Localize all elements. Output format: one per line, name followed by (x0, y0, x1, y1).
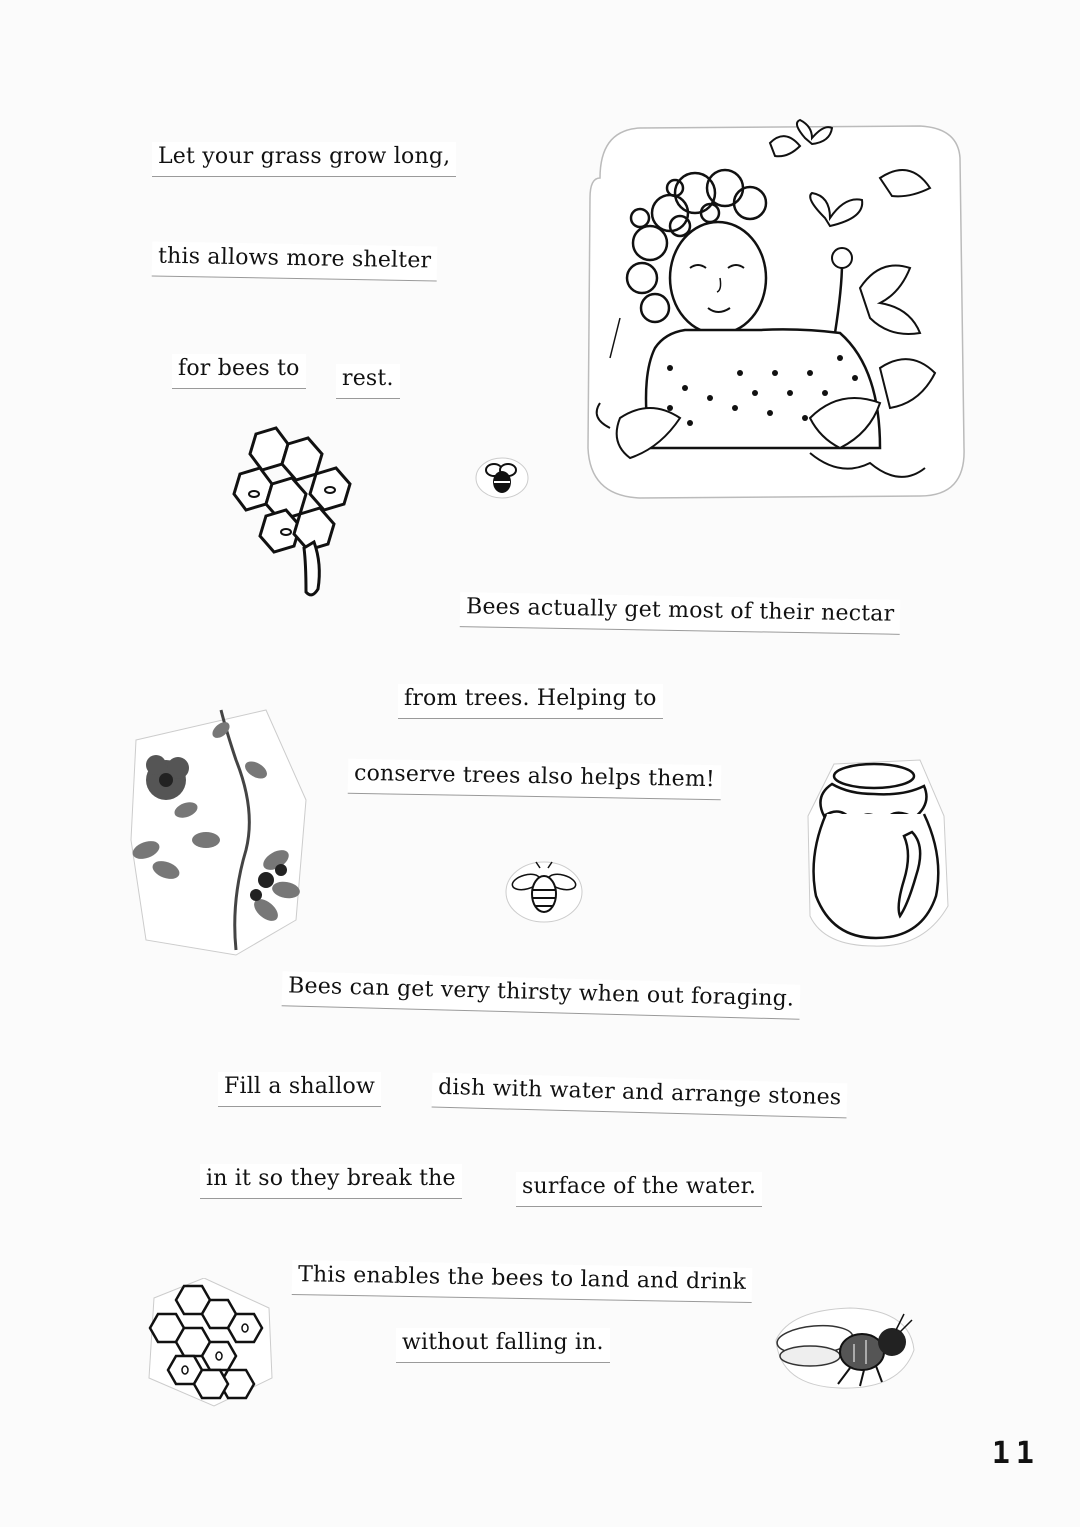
text-strip-land-drink: This enables the bees to land and drink (292, 1260, 753, 1303)
page-number: 11 (991, 1436, 1040, 1471)
text-strip-grass: Let your grass grow long, (152, 142, 456, 177)
text-strip-surface: surface of the water. (516, 1172, 762, 1207)
bumblebee-icon (504, 858, 584, 924)
small-bee-icon (474, 454, 530, 500)
text-strip-thirsty: Bees can get very thirsty when out foraging. (282, 971, 801, 1020)
girl-with-butterflies-icon (580, 118, 970, 500)
rose-branch-icon (126, 700, 310, 960)
text-strip-rest: rest. (336, 364, 400, 399)
text-strip-for-bees: for bees to (172, 354, 306, 389)
text-strip-shelter: this allows more shelter (152, 242, 438, 282)
text-strip-break: in it so they break the (200, 1164, 462, 1199)
honeybee-icon (770, 1300, 916, 1392)
text-strip-dish: dish with water and arrange stones (432, 1073, 848, 1119)
text-strip-fill-shallow: Fill a shallow (218, 1072, 381, 1107)
text-strip-falling: without falling in. (396, 1328, 610, 1363)
text-strip-nectar: Bees actually get most of their nectar (460, 592, 901, 635)
honeycomb-drip-icon (226, 424, 364, 604)
text-strip-from-trees: from trees. Helping to (398, 684, 663, 719)
text-strip-conserve: conserve trees also helps them! (348, 759, 721, 801)
honey-jar-icon (804, 756, 950, 948)
honeycomb-icon (144, 1278, 276, 1408)
